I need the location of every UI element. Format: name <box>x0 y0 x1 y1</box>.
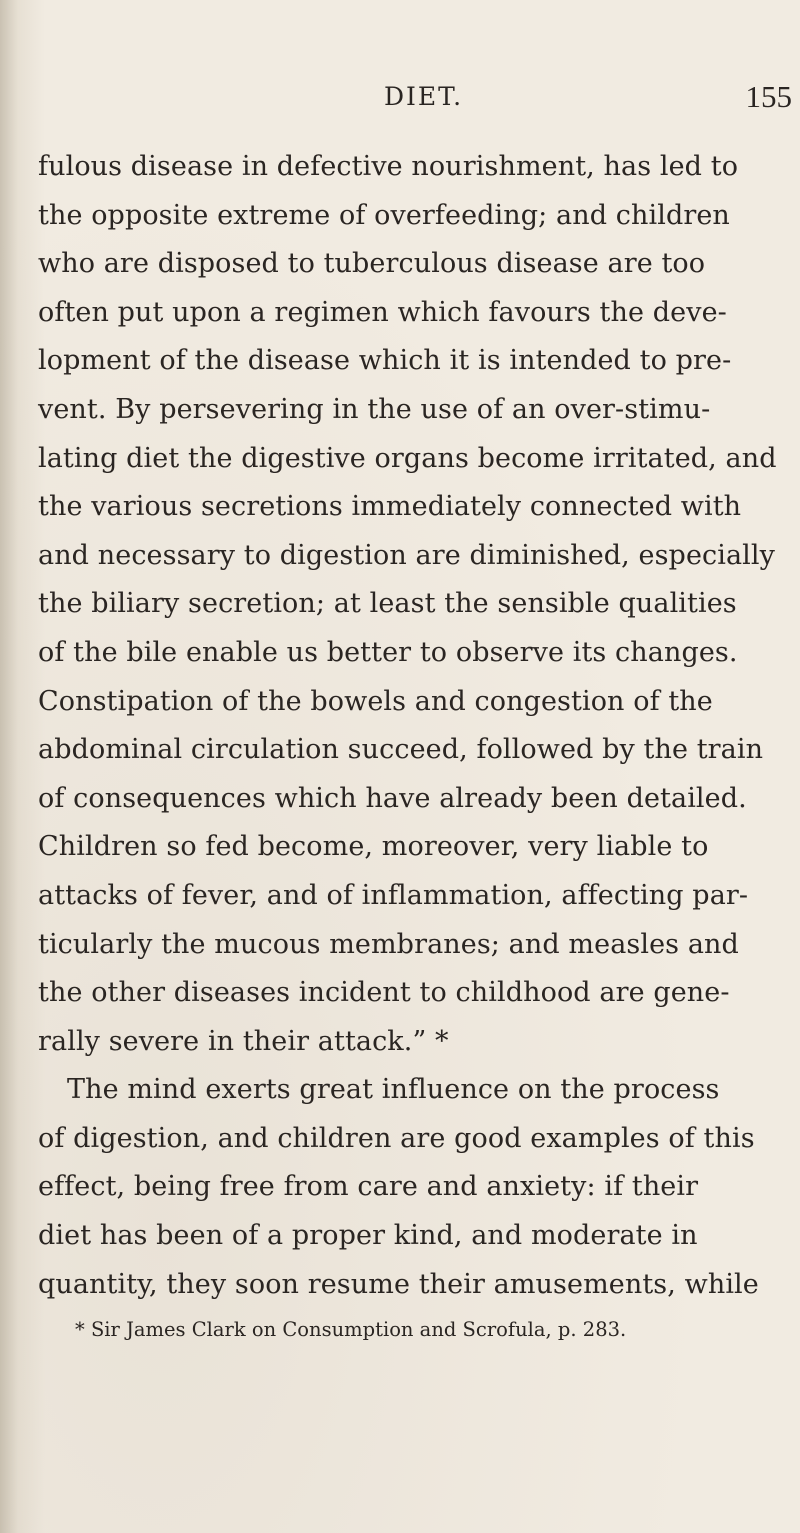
text-line: fulous disease in defective nourishment, has led to <box>38 151 739 182</box>
text-line: the biliary secretion; at least the sensible qualities <box>38 588 737 620</box>
text-line: effect, being free from care and anxiety: if their <box>38 1171 699 1203</box>
text-line: often put upon a regimen which favours the deve- <box>38 296 727 328</box>
body-text <box>38 143 798 1309</box>
text-line: and necessary to digestion are diminished, especially <box>38 539 776 571</box>
text-line: the opposite extreme of overfeeding; and children <box>38 199 730 231</box>
text-line: of digestion, and children are good examples of this <box>38 1122 755 1154</box>
text-line: diet has been of a proper kind, and moderate in <box>38 1220 698 1252</box>
text-line: Constipation of the bowels and congestion of the <box>38 685 713 717</box>
text-line: who are disposed to tuberculous disease are too <box>38 248 706 280</box>
text-line: Children so fed become, moreover, very liable to <box>38 831 709 863</box>
page-number: 155 <box>745 79 792 114</box>
text-line: lopment of the disease which it is intended to pre- <box>38 345 732 377</box>
running-title: DIET. <box>384 82 464 111</box>
text-line: rally severe in their attack.” * <box>38 1025 449 1057</box>
text-line: the various secretions immediately connected with <box>38 491 742 523</box>
text-line: of consequences which have already been detailed. <box>38 782 747 814</box>
text-line: the other diseases incident to childhood are gene- <box>38 977 730 1009</box>
text-line: abdominal circulation succeed, followed by the train <box>38 734 764 766</box>
text-line: vent. By persevering in the use of an over-stimu- <box>38 393 711 425</box>
text-line: lating diet the digestive organs become irritated, and <box>38 442 777 474</box>
text-line: ticularly the mucous membranes; and measles and <box>38 928 739 960</box>
text-line: quantity, they soon resume their amusements, while <box>38 1268 759 1300</box>
text-line: of the bile enable us better to observe its changes. <box>38 636 738 668</box>
text-line: attacks of fever, and of inflammation, affecting par- <box>38 879 749 911</box>
footnote: * Sir James Clark on Consumption and Scrofula, p. 283. <box>75 1318 627 1341</box>
paragraph-start-line: The mind exerts great influence on the process <box>67 1074 720 1106</box>
